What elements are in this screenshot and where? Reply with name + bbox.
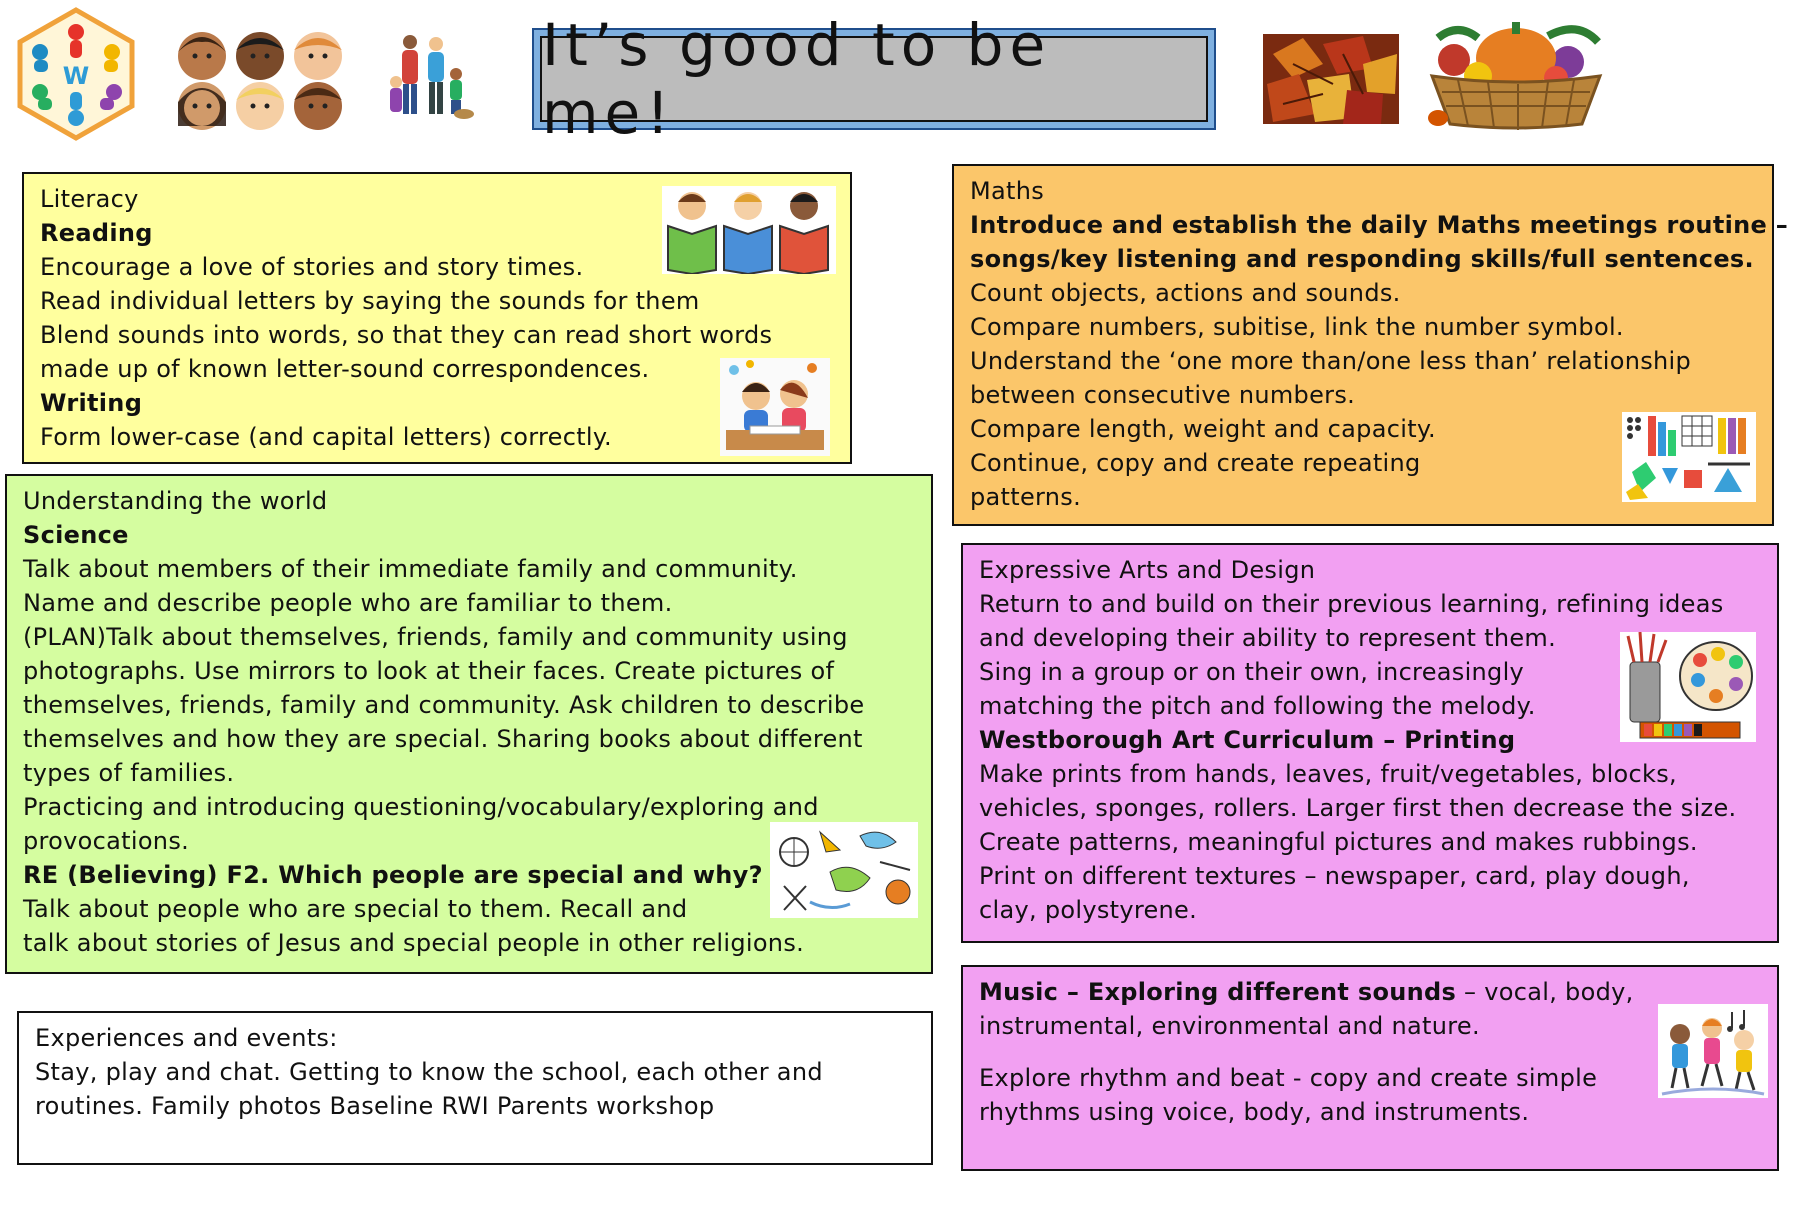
world-text: Talk about people who are special to them. Recall and xyxy=(23,895,688,923)
literacy-text: Encourage a love of stories and story times. xyxy=(40,253,584,281)
maths-text: Continue, copy and create repeating xyxy=(970,449,1421,477)
autumn-leaves-image xyxy=(1263,34,1399,124)
logo-letter: W xyxy=(62,62,90,90)
ead-text: Print on different textures – newspaper, card, play dough, xyxy=(979,862,1690,890)
world-doodle-image xyxy=(770,822,918,918)
page-title: It’s good to be me! xyxy=(540,36,1208,122)
maths-routine-text: Introduce and establish the daily Maths meetings routine – xyxy=(970,211,1789,239)
music-heading: Music – Exploring different sounds xyxy=(979,978,1457,1006)
maths-heading: Maths xyxy=(970,177,1045,205)
music-text: instrumental, environmental and nature. xyxy=(979,1012,1480,1040)
experiences-text: routines. Family photos Baseline RWI Parents workshop xyxy=(35,1092,715,1120)
world-text: talk about stories of Jesus and special people in other religions. xyxy=(23,929,805,957)
ead-heading: Expressive Arts and Design xyxy=(979,556,1316,584)
world-text: themselves and how they are special. Sharing books about different xyxy=(23,725,863,753)
music-panel xyxy=(961,965,1779,1171)
family-image xyxy=(384,30,476,122)
literacy-text: made up of known letter-sound correspondences. xyxy=(40,355,650,383)
maths-routine-text: songs/key listening and responding skills/full sentences. xyxy=(970,245,1754,273)
art-curriculum-subheading: Westborough Art Curriculum – Printing xyxy=(979,726,1516,754)
science-subheading: Science xyxy=(23,521,129,549)
art-supplies-image xyxy=(1620,632,1756,742)
world-text: provocations. xyxy=(23,827,190,855)
children-dancing-image xyxy=(1658,1004,1768,1098)
ead-text: and developing their ability to represent them. xyxy=(979,624,1556,652)
maths-text: patterns. xyxy=(970,483,1082,511)
ead-text: clay, polystyrene. xyxy=(979,896,1198,924)
music-heading-line xyxy=(979,975,1761,1009)
expressive-arts-panel xyxy=(961,543,1779,943)
music-text: Explore rhythm and beat - copy and create simple xyxy=(979,1064,1598,1092)
children-reading-image xyxy=(662,186,836,274)
maths-text: Understand the ‘one more than/one less than’ relationship xyxy=(970,347,1692,375)
maths-text: Compare length, weight and capacity. xyxy=(970,415,1436,443)
experiences-heading: Experiences and events: xyxy=(35,1024,338,1052)
re-subheading: RE (Believing) F2. Which people are special and why? xyxy=(23,861,763,889)
ead-text: vehicles, sponges, rollers. Larger first then decrease the size. xyxy=(979,794,1737,822)
world-text: Talk about members of their immediate family and community. xyxy=(23,555,798,583)
reading-subheading: Reading xyxy=(40,219,153,247)
world-text: photographs. Use mirrors to look at their faces. Create pictures of xyxy=(23,657,835,685)
literacy-text: Read individual letters by saying the sounds for them xyxy=(40,287,700,315)
maths-text: Compare numbers, subitise, link the number symbol. xyxy=(970,313,1624,341)
world-heading: Understanding the world xyxy=(23,487,328,515)
world-text: Practicing and introducing questioning/vocabulary/exploring and xyxy=(23,793,819,821)
experiences-panel xyxy=(17,1011,933,1165)
ead-text: Create patterns, meaningful pictures and makes rubbings. xyxy=(979,828,1698,856)
children-writing-image xyxy=(720,358,830,456)
title-banner xyxy=(532,11,1216,147)
world-text: (PLAN)Talk about themselves, friends, family and community using xyxy=(23,623,848,651)
ead-text: Make prints from hands, leaves, fruit/vegetables, blocks, xyxy=(979,760,1677,788)
experiences-text: Stay, play and chat. Getting to know the school, each other and xyxy=(35,1058,823,1086)
ead-text: Sing in a group or on their own, increasingly xyxy=(979,658,1525,686)
literacy-heading: Literacy xyxy=(40,185,139,213)
literacy-text: Blend sounds into words, so that they can read short words xyxy=(40,321,773,349)
ead-text: Return to and build on their previous learning, refining ideas xyxy=(979,590,1724,618)
world-text: Name and describe people who are familiar to them. xyxy=(23,589,673,617)
music-text: rhythms using voice, body, and instruments. xyxy=(979,1098,1530,1126)
world-text: themselves, friends, family and community. Ask children to describe xyxy=(23,691,865,719)
music-heading-rest: – vocal, body, xyxy=(1456,978,1634,1006)
maths-resources-image xyxy=(1622,412,1756,502)
literacy-text: Form lower-case (and capital letters) correctly. xyxy=(40,423,612,451)
ead-text: matching the pitch and following the melody. xyxy=(979,692,1536,720)
maths-text: Count objects, actions and sounds. xyxy=(970,279,1401,307)
world-text: types of families. xyxy=(23,759,235,787)
maths-text: between consecutive numbers. xyxy=(970,381,1356,409)
harvest-basket-image xyxy=(1418,18,1614,130)
school-logo xyxy=(8,6,144,142)
children-faces-image xyxy=(170,26,350,134)
writing-subheading: Writing xyxy=(40,389,143,417)
